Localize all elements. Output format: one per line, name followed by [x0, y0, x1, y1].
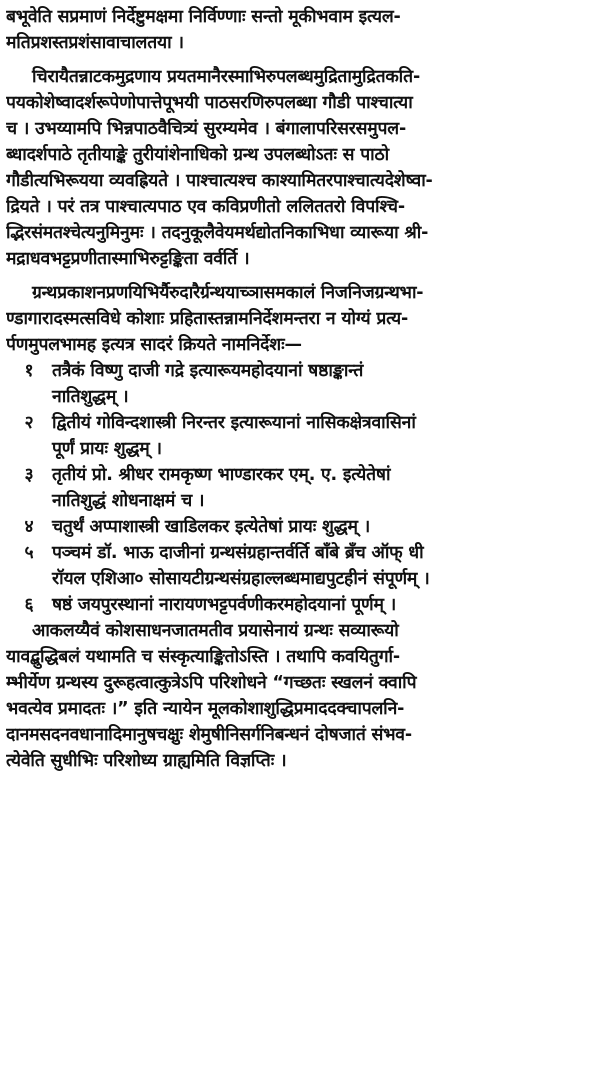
list-number: ५ [24, 543, 34, 563]
list-text: पूर्णं प्रायः शुद्धम् । [52, 439, 162, 459]
text-line: पयकोशेष्वादर्शरूपेणोपात्तेपूभयी पाठसरणिरुपलब्धा गौडी पाश्चात्या [6, 93, 413, 113]
list-item [6, 358, 592, 410]
text-line: यावद्बुद्धिबलं यथामति च संस्कृत्याङ्कितोऽस्ति । तथापि कवयितुर्गा- [6, 647, 400, 667]
list-item [6, 462, 592, 514]
text-line: म्भीर्येण ग्रन्थस्य दुरूहत्वात्कुत्रेऽपि परिशोधने “गच्छतः स्खलनं क्वापि [6, 673, 417, 693]
text-line: द्रियते । परं तत्र पाश्चात्यपाठ एव कविप्रणीतो ललिततरो विपश्चि- [6, 197, 405, 217]
list-text: द्वितीयं गोविन्दशास्त्री निरन्तर इत्यारूयानां नासिकक्षेत्रवासिनां [52, 413, 416, 433]
list-text: षष्ठं जयपुरस्थानां नारायणभट्टपर्वणीकरमहोदयानां पूर्णम् । [52, 595, 397, 615]
paragraph-closing [6, 618, 592, 774]
text-line: बभूवेति सप्रमाणं निर्देष्टुमक्षमा निर्विण्णाः सन्तो मूकीभवाम इत्यल- [6, 7, 401, 27]
text-line: चिरायैतन्नाटकमुद्रणाय प्रयतमानैरस्माभिरुपलब्धमुद्रितामुद्रितकति- [32, 67, 421, 87]
text-line: मतिप्रशस्तप्रशंसावाचालतया । [6, 33, 184, 53]
list-number: ३ [24, 465, 34, 485]
list-item [6, 514, 592, 540]
list-number: ४ [24, 517, 34, 537]
list-text: तृतीयं प्रो. श्रीधर रामकृष्ण भाण्डारकर एम्. ए. इत्येतेषां [52, 465, 391, 485]
list-number: ६ [24, 595, 34, 615]
text-line: र्पणमुपलभामह इत्यत्र सादरं क्रियते नामनिर्देशः— [6, 335, 302, 355]
list-item [6, 540, 592, 592]
list-text: पञ्चमं डॉ. भाऊ दाजीनां ग्रन्थसंग्रहान्तर्वर्ति बाँबे ब्रँच ऑफ् धी [52, 543, 424, 563]
text-line: च । उभय्यामपि भिन्नपाठवैचित्र्यं सुरम्यमेव । बंगालापरिसरसमुपल- [6, 119, 407, 139]
list-text: नातिशुद्धम् । [52, 387, 129, 407]
list-item [6, 410, 592, 462]
text-line: भवत्येव प्रमादतः ।” इति न्यायेन मूलकोशाशुद्धिप्रमाददक्चापलनि- [6, 699, 405, 719]
list-number: १ [24, 361, 34, 381]
list-text: रॉयल एशिआ० सोसायटीग्रन्थसंग्रहाल्लब्धमाद्यपुटहीनं संपूर्णम् । [52, 569, 430, 589]
text-line: द्भिरसंमतश्चेत्यनुमिनुमः । तदनुकूलैवेयमर्थद्योतनिकाभिधा व्यारूया श्री- [6, 223, 429, 243]
text-line: ण्डागारादस्मत्सविधे कोशाः प्रहितास्तन्नामनिर्देशमन्तरा न योग्यं प्रत्य- [6, 309, 409, 329]
list-text: नातिशुद्धं शोधनाक्षमं च । [52, 491, 205, 511]
list-item [6, 592, 592, 618]
text-line: त्येवेति सुधीभिः परिशोध्य ग्राह्यमिति विज्ञप्तिः । [6, 751, 287, 771]
text-line: मद्राधवभट्टप्रणीतास्माभिरुट्टङ्किता वर्वर्ति । [6, 249, 250, 269]
list-text: तत्रैकं विष्णु दाजी गद्रे इत्यारूयमहोदयानां षष्ठाङ्कान्तं [52, 361, 364, 381]
paragraph-2 [6, 64, 592, 272]
paragraph-1 [6, 4, 592, 56]
manuscript-list [6, 358, 592, 618]
list-text: चतुर्थं अप्पाशास्त्री खाडिलकर इत्येतेषां प्रायः शुद्धम् । [52, 517, 371, 537]
text-line: आकलय्यैवं कोशसाधनजातमतीव प्रयासेनायं ग्रन्थः सव्यारूयो [32, 621, 399, 641]
text-line: गौडीत्यभिरूयया व्यवह्रियते । पाश्चात्यश्च काश्यामितरपाश्चात्यदेशेष्वा- [6, 171, 433, 191]
list-number: २ [24, 413, 34, 433]
paragraph-3 [6, 280, 592, 358]
text-line: ब्धादर्शपाठे तृतीयाङ्के तुरीयांशेनाधिको ग्रन्थ उपलब्धोऽतः स पाठो [6, 145, 389, 165]
text-line: दानमसदनवधानादिमानुषचक्षुः शेमुषीनिसर्गनिबन्धनं दोषजातं संभव- [6, 725, 412, 745]
text-line: ग्रन्थप्रकाशनप्रणयिभिर्यैरुदारैर्ग्रन्थयाच्ञासमकालं निजनिजग्रन्थभा- [32, 283, 424, 303]
